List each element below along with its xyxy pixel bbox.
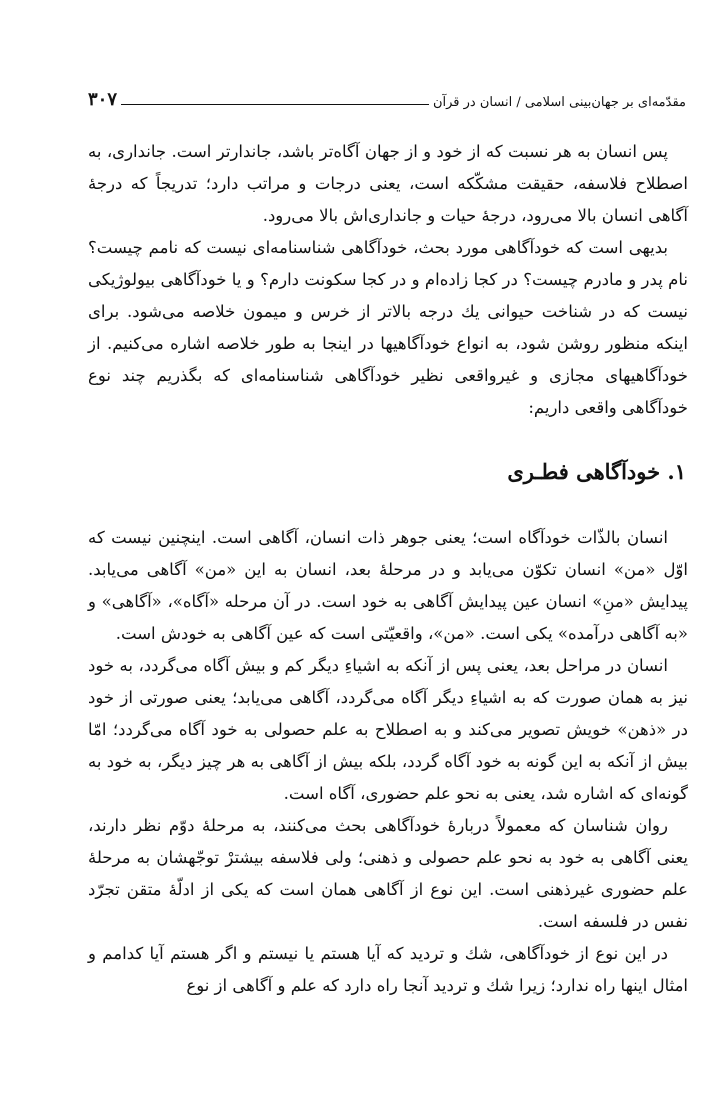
section-paragraph-1: انسان بالذّات خودآگاه است؛ یعنی جوهر ذات انسان، آگاهی است. اینچنین نیست که اوّل «من» انسان تکوّن می‌یابد و در مرحلهٔ بعد، انسان به این «من» آگاهی می‌یابد. پیدایش «منِ» انسان عین پیدایش آگاهی به خود است. در آن مرحله «آگاه»، «آگاهی» و «به آگاهی درآمده» یکی است. «من»، واقعیّتی است که عین آگاهی به خودش است. xyxy=(88,528,688,643)
intro-paragraph-1: پس انسان به هر نسبت که از خود و از جهان آگاه‌تر باشد، جاندارتر است. جانداری، به اصطلاح فلاسفه، حقیقت مشکّکه است، یعنی درجات و مراتب دارد؛ تدریجاً که درجهٔ آگاهی انسان بالا می‌رود، درجهٔ حیات و جانداری‌اش بالا می‌رود. xyxy=(88,142,688,225)
intro-paragraph-2: بدیهی است که خودآگاهی مورد بحث، خودآگاهی شناسنامه‌ای نیست که نامم چیست؟ نام پدر و مادرم چیست؟ در کجا زاده‌ام و در کجا سکونت دارم؟ و یا خودآگاهی بیولوژیکی نیست که در شناخت حیوانی یك درجه بالاتر از خرس و میمون خلاصه می‌شود. برای اینکه منظور روشن شود، به انواع خودآگاهیها در اینجا به طور خلاصه اشاره می‌کنیم. از خودآگاهیهای مجازی و غیرواقعی نظیر خودآگاهی شناسنامه‌ای که بگذریم چند نوع خودآگاهی واقعی داریم: xyxy=(88,238,688,417)
section-paragraph-3: روان شناسان که معمولاً دربارهٔ خودآگاهی بحث می‌کنند، به مرحلهٔ دوّم نظر دارند، یعنی آگاهی به خود به نحو علم حصولی و ذهنی؛ ولی فلاسفه بیشترْ توجّهشان به مرحلهٔ علم حضوری غیرذهنی است. این نوع از آگاهی همان است که یکی از ادلّهٔ متقن تجرّد نفس در فلسفه است. xyxy=(88,816,688,931)
page-number: ۳۰۷ xyxy=(88,89,118,110)
intro-text-block xyxy=(88,136,688,424)
section-text-block xyxy=(88,522,688,1002)
running-header xyxy=(88,86,686,110)
section-paragraph-2: انسان در مراحل بعد، یعنی پس از آنکه به اشیاءِ دیگر کم و بیش آگاه می‌گردد، به خود نیز به همان صورت که به اشیاءِ دیگر آگاه می‌گردد، آگاهی می‌یابد؛ یعنی صورتی از خود در «ذهن» خویش تصویر می‌کند و به اصطلاح به علم حصولی به خود آگاه می‌گردد؛ امّا بیش از آنکه به این گونه به خود آگاه گردد، بلکه بیش از آگاهی به هر چیز دیگر، به خود به گونه‌ای که اشاره شد، یعنی به نحو علم حضوری، آگاه است. xyxy=(88,656,688,803)
header-rule xyxy=(121,104,429,105)
section-heading: ۱. خودآگاهی فطـری xyxy=(507,459,686,484)
section-paragraph-4: در این نوع از خودآگاهی، شك و تردید که آیا هستم یا نیستم و اگر هستم آیا کدامم و امثال اینها راه ندارد؛ زیرا شك و تردید آنجا راه دارد که علم و آگاهی از نوع xyxy=(88,944,688,995)
running-header-title: مقدّمه‌ای بر جهان‌بینی اسلامی / انسان در قرآن xyxy=(432,95,686,110)
